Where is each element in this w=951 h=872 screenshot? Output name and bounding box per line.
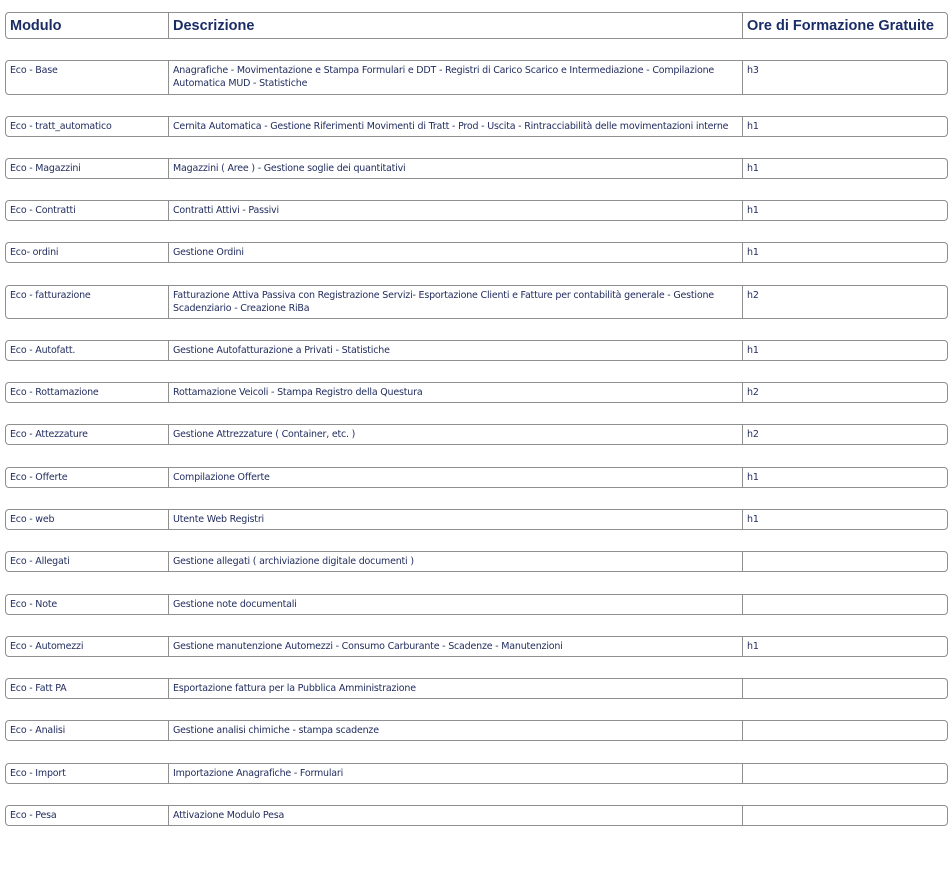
table-row: [5, 200, 948, 221]
row-modulo: Eco - tratt_automatico: [6, 117, 169, 136]
table-row: [5, 636, 948, 657]
row-descrizione: Contratti Attivi - Passivi: [169, 201, 743, 220]
row-ore: [743, 806, 947, 825]
row-descrizione: Gestione Attrezzature ( Container, etc. ): [169, 425, 743, 444]
row-descrizione: Cernita Automatica - Gestione Riferimenti Movimenti di Tratt - Prod - Uscita - Rintracciabilità delle movimentazioni interne: [169, 117, 743, 136]
row-ore: [743, 679, 947, 698]
row-ore: h1: [747, 345, 759, 356]
row-modulo: Eco- ordini: [6, 243, 169, 262]
row-modulo: Eco - web: [6, 510, 169, 529]
row-ore: [743, 595, 947, 614]
row-ore: h2: [747, 387, 759, 398]
table-row: [5, 382, 948, 403]
header-modulo: Modulo: [6, 13, 169, 38]
table-row: [5, 285, 948, 319]
row-descrizione: Fatturazione Attiva Passiva con Registrazione Servizi- Esportazione Clienti e Fatture per contabilità generale - Gestione Scadenziario - Creazione RiBa: [169, 286, 743, 318]
row-modulo: Eco - Autofatt.: [6, 341, 169, 360]
row-ore: h3: [747, 65, 759, 76]
row-ore: h1: [747, 121, 759, 132]
row-ore: h2: [747, 290, 759, 301]
table-row: [5, 116, 948, 137]
row-modulo: Eco - Offerte: [6, 468, 169, 487]
table-row: [5, 720, 948, 741]
table-row: [5, 340, 948, 361]
table-row: [5, 763, 948, 784]
row-modulo: Eco - Automezzi: [6, 637, 169, 656]
row-modulo: Eco - Attezzature: [6, 425, 169, 444]
header-descrizione: Descrizione: [169, 13, 743, 38]
row-ore: h2: [747, 429, 759, 440]
table-row: [5, 60, 948, 95]
row-ore: h1: [747, 514, 759, 525]
table-row: [5, 158, 948, 179]
row-descrizione: Rottamazione Veicoli - Stampa Registro della Questura: [169, 383, 743, 402]
row-modulo: Eco - Fatt PA: [6, 679, 169, 698]
row-descrizione: Gestione Autofatturazione a Privati - Statistiche: [169, 341, 743, 360]
row-modulo: Eco - fatturazione: [6, 286, 169, 318]
row-modulo: Eco - Magazzini: [6, 159, 169, 178]
header-ore: Ore di Formazione Gratuite: [747, 18, 934, 34]
row-descrizione: Gestione manutenzione Automezzi - Consumo Carburante - Scadenze - Manutenzioni: [169, 637, 743, 656]
table-row: [5, 551, 948, 572]
row-descrizione: Importazione Anagrafiche - Formulari: [169, 764, 743, 783]
row-modulo: Eco - Analisi: [6, 721, 169, 740]
row-modulo: Eco - Note: [6, 595, 169, 614]
table-row: [5, 678, 948, 699]
row-ore: h1: [747, 247, 759, 258]
row-descrizione: Attivazione Modulo Pesa: [169, 806, 743, 825]
row-ore: h1: [747, 641, 759, 652]
row-modulo: Eco - Base: [6, 61, 169, 94]
row-ore: [743, 552, 947, 571]
table-header: [5, 12, 948, 39]
row-ore: h1: [747, 163, 759, 174]
row-ore: h1: [747, 205, 759, 216]
table-row: [5, 467, 948, 488]
row-descrizione: Magazzini ( Aree ) - Gestione soglie dei quantitativi: [169, 159, 743, 178]
table-row: [5, 594, 948, 615]
table-row: [5, 424, 948, 445]
row-descrizione: Utente Web Registri: [169, 510, 743, 529]
table-row: [5, 242, 948, 263]
table-row: [5, 509, 948, 530]
row-ore: [743, 721, 947, 740]
row-modulo: Eco - Rottamazione: [6, 383, 169, 402]
row-descrizione: Gestione allegati ( archiviazione digitale documenti ): [169, 552, 743, 571]
row-ore: [743, 764, 947, 783]
row-modulo: Eco - Contratti: [6, 201, 169, 220]
row-modulo: Eco - Allegati: [6, 552, 169, 571]
row-descrizione: Anagrafiche - Movimentazione e Stampa Formulari e DDT - Registri di Carico Scarico e Intermediazione - Compilazione Automatica MUD - Statistiche: [169, 61, 743, 94]
row-modulo: Eco - Import: [6, 764, 169, 783]
row-descrizione: Gestione note documentali: [169, 595, 743, 614]
table-row: [5, 805, 948, 826]
row-modulo: Eco - Pesa: [6, 806, 169, 825]
row-descrizione: Esportazione fattura per la Pubblica Amministrazione: [169, 679, 743, 698]
row-ore: h1: [747, 472, 759, 483]
row-descrizione: Compilazione Offerte: [169, 468, 743, 487]
row-descrizione: Gestione analisi chimiche - stampa scadenze: [169, 721, 743, 740]
row-descrizione: Gestione Ordini: [169, 243, 743, 262]
